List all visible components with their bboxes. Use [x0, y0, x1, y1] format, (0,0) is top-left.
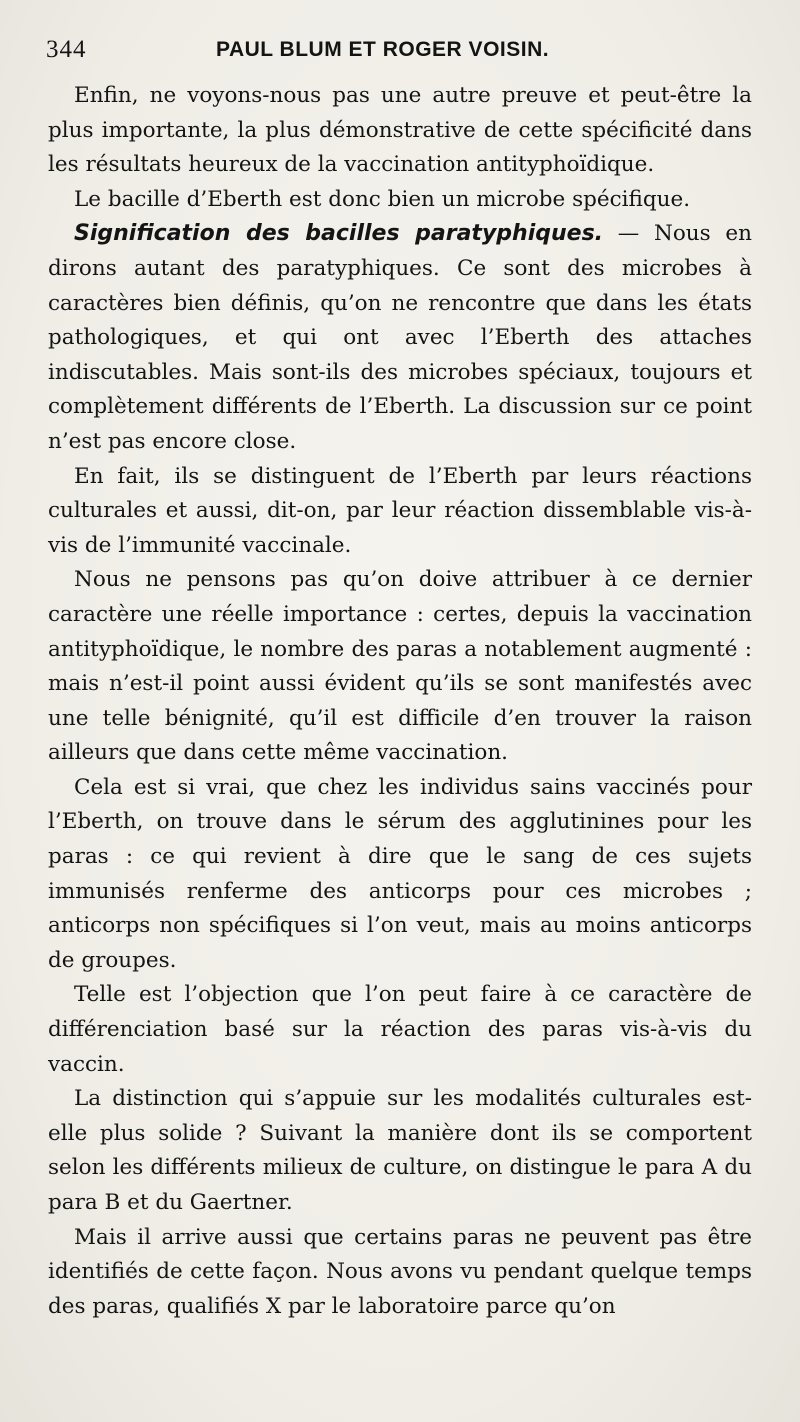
paragraph-3 [48, 217, 752, 459]
paragraph-8: La distinction qui s’appuie sur les modalités culturales est-elle plus solide ? Suivant la manière dont ils se comportent selon les différents milieux de culture, on distingue le para A du para B et du Gaertner. [48, 1086, 752, 1215]
paragraph-6: Cela est si vrai, que chez les individus sains vaccinés pour l’Eberth, on trouve dans le sérum des agglutinines pour les paras : ce qui revient à dire que le sang de ces sujets immunisés renferme des anticorps pour ces microbes ; anticorps non spécifiques si l’on veut, mais au moins anticorps de groupes. [48, 774, 752, 973]
paragraph-7: Telle est l’objection que l’on peut faire à ce caractère de différenciation basé sur la réaction des paras vis-à-vis du vaccin. [48, 982, 752, 1077]
section-heading: Signification des bacilles paratyphiques. [74, 221, 604, 247]
paragraph-2: Le bacille d’Eberth est donc bien un microbe spécifique. [74, 186, 691, 212]
paragraph-4: En fait, ils se distinguent de l’Eberth par leurs réactions culturales et aussi, dit-on, par leur réaction dissemblable vis-à-vis de l’immunité vaccinale. [48, 463, 752, 558]
paragraph-3-text: — Nous en dirons autant des paratyphiques. Ce sont des microbes à caractères bien définis, qu’on ne rencontre que dans les états pathologiques, et qui ont avec l’Eberth des attaches indiscutables. Mais sont-ils des microbes spéciaux, toujours et complètement différents de l’Eberth. La discussion sur ce point n’est pas encore close. [48, 221, 752, 454]
paragraph-9: Mais il arrive aussi que certains paras ne peuvent pas être identifiés de cette façon. Nous avons vu pendant quelque temps des paras, qualifiés X par le laboratoire parce qu’on [48, 1224, 752, 1319]
running-head [0, 36, 800, 70]
running-title: PAUL BLUM ET ROGER VOISIN. [216, 38, 550, 61]
paragraph-5: Nous ne pensons pas qu’on doive attribuer à ce dernier caractère une réelle importance : certes, depuis la vaccination antityphoïdique, le nombre des paras a notablement augmenté : mais n’est-il point aussi évident qu’ils se sont manifestés avec une telle bénignité, qu’il est difficile d’en trouver la raison ailleurs que dans cette même vaccination. [48, 567, 752, 766]
paragraph-1: Enfin, ne voyons-nous pas une autre preuve et peut-être la plus importante, la plus démonstrative de cette spécificité dans les résultats heureux de la vaccination antityphoïdique. [48, 83, 752, 178]
body-text [48, 79, 752, 1324]
page-number: 344 [46, 36, 87, 63]
